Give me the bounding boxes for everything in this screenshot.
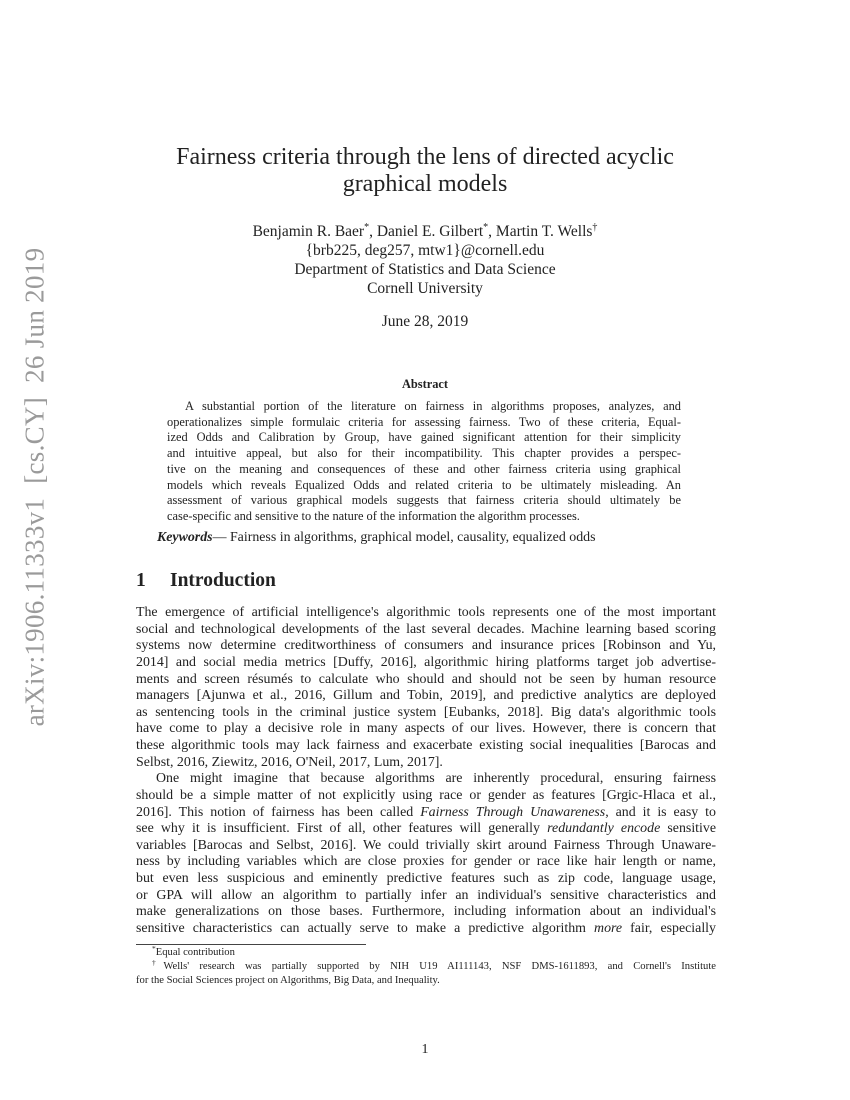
abstract-heading: Abstract xyxy=(401,377,449,391)
abstract-line: case-specific and sensitive to the nature of the information the algorithm processes. xyxy=(167,508,580,523)
abstract-line: tive on the meaning and consequences of these and other fairness criteria using graphical xyxy=(167,461,681,476)
body-text-line: should be a simple matter of not explicitly using race or gender as features [Grgic-Hlaca et al., xyxy=(136,787,716,803)
abstract-line: assessment of various graphical models suggests that fairness criteria should ultimately be xyxy=(167,493,681,508)
body-text-line: but even less suspicious and eminently predictive features such as zip code, language usage, xyxy=(136,871,716,887)
author-separator: , xyxy=(369,223,377,240)
body-text-line: The emergence of artificial intelligence's algorithmic tools represents one of the most important xyxy=(136,605,716,620)
author-mark: * xyxy=(364,222,370,233)
body-text-line: One might imagine that because algorithms are inherently procedural, ensuring fairness xyxy=(156,771,716,787)
author-name: Martin T. Wells xyxy=(495,223,593,240)
body-text-line xyxy=(136,805,716,821)
page-number: 1 xyxy=(421,1042,429,1057)
author-name: Benjamin R. Baer xyxy=(252,223,365,240)
author-mark: * xyxy=(483,222,489,233)
section-number: 1 xyxy=(136,570,146,591)
keywords-text: Fairness in algorithms, graphical model, causality, equalized odds xyxy=(226,530,596,545)
text-segment: see why it is insufficient. First of all, other features will generally xyxy=(136,821,548,837)
title-line: graphical models xyxy=(342,171,508,197)
text-segment: 2016]. This notion of fairness has been called xyxy=(136,804,421,820)
abstract-line: models which reveals Equalized Odds and related criteria to be ultimately misleading. An xyxy=(167,477,681,492)
arxiv-date: 26 Jun 2019 xyxy=(19,247,50,383)
body-text-line: managers [Ajunwa et al., 2016, Gillum and Tobin, 2019], and predictive analytics are deployed xyxy=(136,688,716,704)
text-segment: sensitive xyxy=(660,821,717,837)
footnote-rule xyxy=(136,944,366,945)
paper-date: June 28, 2019 xyxy=(381,313,469,330)
abstract-line: operationalizes simple formulaic criteria for assessing fairness. Two of these criteria, Equal- xyxy=(167,414,681,429)
body-text-line: 2014] and social media metrics [Duffy, 2016], algorithmic hiring platforms target job advertise- xyxy=(136,654,716,670)
footnote-text: Wells' research was partially supported by NIH U19 AI111143, NSF DMS-1611893, and Cornell's Institute xyxy=(163,960,716,972)
body-text-line: ments and screen résumés to calculate who should and should not be seen by human resource xyxy=(136,671,716,687)
body-text-line: these algorithmic tools may lack fairness and exacerbate existing social inequalities [Barocas and xyxy=(136,738,716,754)
keywords-dash: — xyxy=(212,530,227,545)
text-segment: sensitive characteristics can actually serve to make a predictive algorithm xyxy=(136,920,595,936)
body-text-line: Selbst, 2016, Ziewitz, 2016, O'Neil, 2017, Lum, 2017]. xyxy=(136,754,443,770)
author-mark: † xyxy=(592,222,598,233)
body-text-line: as sentencing tools in the criminal justice system [Eubanks, 2018]. Big data's algorithmic tools xyxy=(136,704,716,720)
body-text-line: variables [Barocas and Selbst, 2016]. We could trivially skirt around Fairness Through Unaware- xyxy=(136,837,716,853)
keywords-line xyxy=(157,530,596,546)
section-title: Introduction xyxy=(170,570,276,591)
text-segment: , and it is easy to xyxy=(605,804,716,820)
title-line: Fairness criteria through the lens of directed acyclic xyxy=(176,144,674,170)
body-text-line: social and technological developments of the last several decades. Machine learning based scoring xyxy=(136,621,716,637)
abstract-line: A substantial portion of the literature on fairness in algorithms proposes, analyzes, and xyxy=(185,399,681,413)
author-name: Daniel E. Gilbert xyxy=(376,223,484,240)
paper-title xyxy=(0,144,850,198)
body-text-line: have come to play a decisive role in many aspects of our lives. However, there is concern that xyxy=(136,721,716,737)
department: Department of Statistics and Data Science xyxy=(294,261,556,278)
emphasized-text: redundantly encode xyxy=(547,821,661,837)
footnote-line: for the Social Sciences project on Algorithms, Big Data, and Inequality. xyxy=(136,974,440,986)
footnote-mark: * xyxy=(152,944,156,953)
author-emails: {brb225, deg257, mtw1}@cornell.edu xyxy=(305,242,545,259)
footnote-mark: † xyxy=(152,957,164,967)
abstract-line: ized Odds and Calibration by Group, have gained significant attention for their simplicity xyxy=(167,430,681,445)
emphasized-text: Fairness Through Unawareness xyxy=(420,804,606,820)
arxiv-category: [cs.CY] xyxy=(19,396,50,484)
body-text-line: or GPA will allow an algorithm to partially infer an individual's sensitive characteristics and xyxy=(136,887,716,903)
section-heading xyxy=(136,570,276,592)
author-separator: , xyxy=(488,223,496,240)
author-block xyxy=(0,222,850,298)
footnote-line xyxy=(136,957,716,972)
footnote-text: Equal contribution xyxy=(155,947,235,958)
body-text-line xyxy=(136,921,716,937)
body-text-line xyxy=(136,821,716,837)
body-text-line: ness by including variables which are close proxies for gender or race like hair length or name, xyxy=(136,854,716,870)
text-segment: fair, especially xyxy=(622,920,716,936)
arxiv-id: arXiv:1906.11333v1 xyxy=(19,497,50,727)
body-text-line: systems now determine creditworthiness of consumers and insurance prices [Robinson and Yu, xyxy=(136,638,716,654)
author-names xyxy=(0,222,850,241)
keywords-label: Keywords xyxy=(157,530,213,545)
footnote-line xyxy=(136,944,716,958)
university: Cornell University xyxy=(367,280,483,297)
body-text-line: make generalizations on those bases. Furthermore, including information about an individual's xyxy=(136,904,716,920)
emphasized-text: more xyxy=(594,920,623,936)
abstract-line: and intuitive appeal, but also for their incompatibility. This chapter provides a perspec- xyxy=(167,446,681,461)
